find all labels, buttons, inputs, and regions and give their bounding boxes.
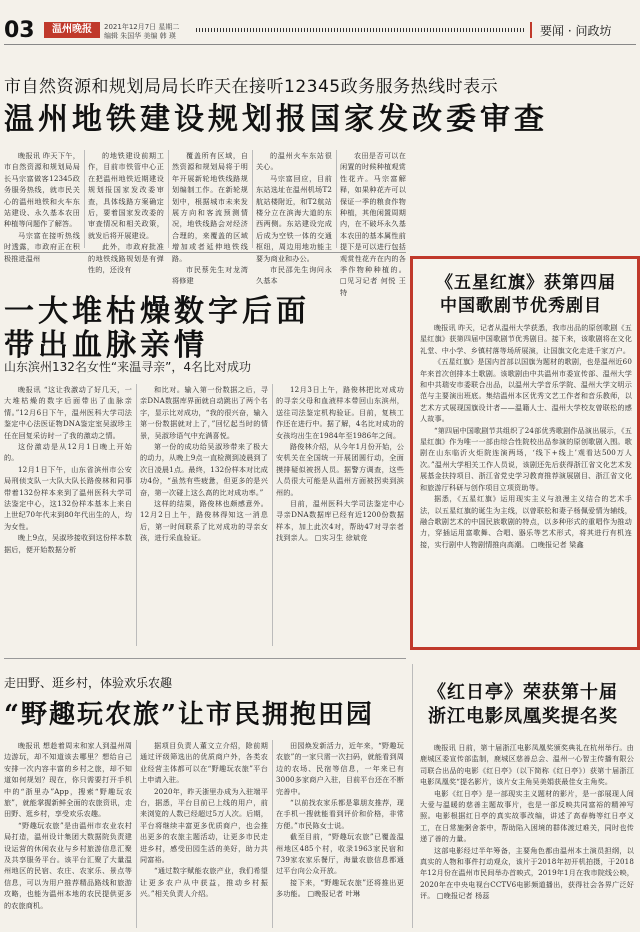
- article2-title-line2: 带出血脉亲情: [4, 328, 208, 363]
- article1-column: 农田是否可以在闲置的时候种植观赏性花卉。马宗富解释，如果种花卉可以保证一季的粮食作物种植，其他闲置周期内，在不破坏永久基本农田的基本属性前提下是可以进行包括观赏性花卉在内的各季作物种种植的。 □见习记者 何悦 王特: [340, 151, 406, 297]
- article2-subtitle: 山东滨州132名女性“来温寻亲”，4名比对成功: [4, 360, 251, 374]
- column-divider: [168, 150, 169, 248]
- article1-column: 的温州火车东站很关心。 马宗富回应，目前东站选址在温州机场T2航站楼附近，和T2航站楼分立在滨海大道的东西两侧。东站建设完成后成为空铁一体的交通枢纽，周边用地功能主要为商业和办公。 市民邵先生询问永久基本: [256, 151, 332, 286]
- article1-kicker: 市自然资源和规划局局长昨天在接听12345政务服务热线时表示: [4, 77, 499, 97]
- column-divider: [272, 384, 273, 646]
- article4-column: 晚报讯 想趁着周末和家人到温州周边游玩，却不知道该去哪里？想给自己安排一次内容丰富的乡村之旅，却不知道如何规划？现在，你只需要打开手机中的“浙里办”App，搜索“野趣玩农旅”，就能掌握新鲜全面的农旅资讯，走田野、逛乡村，享受欢乐农趣。 “野趣玩农旅”是由温州市农业农村局打造，温州设计集团大数据院负责建设运营的休闲农业与乡村旅游信息汇聚及共享服务平台。该平台汇聚了大量温州地区的民宿、农庄、农家乐、景点等信息，可以为用户推荐精品路线和旅游攻略，也能为温州本地的农民提供更多的农旅商机。: [4, 741, 132, 910]
- column-divider: [272, 740, 273, 928]
- article5-title-line2: 浙江电影凤凰奖提名奖: [428, 706, 618, 727]
- issue-date: 2021年12月7日 星期二: [104, 23, 180, 31]
- article-divider: [4, 252, 406, 253]
- column-divider: [336, 150, 337, 248]
- masthead: [0, 0, 640, 42]
- article4-kicker: 走田野、逛乡村，体验欢乐农趣: [4, 676, 173, 690]
- issue-staff: 编辑 朱国华 美编 韩 瑛: [104, 32, 176, 40]
- article1-column: 晚报讯 昨天下午，市自然资源和规划局局长马宗富做客12345政务服务热线，就市民关心的温州地铁和火车东站建设、永久基本农田种植等问题作了解答。 马宗富在接听热线时透露，市政府正在积极推进温州: [4, 151, 80, 263]
- article2-column: 12月3日上午，路俊林把比对成功的寻亲父母和血液样本带回山东滨州，送往司法鉴定机构验证。目前，复核工作还在进行中。据了解，4名比对成功的女孩均出生在1984年至1986年之间。 路俊林介绍，从今年1月份开始，公安机关在全国统一开展团圆行动，全面摸排疑似被拐人员。据警方调查，这些人员很大可能是从温州方面被拐卖到滨州的。 目前，温州医科大学司法鉴定中心寻亲DNA数据库已经有近1200份数据样本，加上此次4对，帮助47对寻亲者找到亲人。 □实习生 徐斌竞: [276, 385, 404, 543]
- section-marker: [530, 22, 532, 38]
- column-divider: [84, 150, 85, 248]
- column-divider: [136, 740, 137, 928]
- article3-body: 晚报讯 昨天，记者从温州大学获悉，我市出品的原创歌剧《五星红旗》获第四届中国歌剧节优秀剧目。接下来，该歌剧将在文化礼堂、中小学、乡镇村落等场所展演，让国旗文化走进千家万户。 《五星红旗》是国内首部以国旗为题材的歌剧，也是温州近60年来首次创排本土歌剧。该歌剧由中共温州市委宣传部、温州大学和中共瑞安市委联合出品，以温州大学音乐学院、温州大学文明示范与主要演出班底。集结温州本区优秀文艺工作者和音乐教师，以艺术方式展现国旗设计者——温籍人士、温州大学校友曾联松的感人故事。 “第四届中国歌剧节共组织了24部优秀歌剧作品演出展示，《五星红旗》作为唯一一部由综合性院校出品参演的原创歌剧入围。歌剧在山东临沂火炬院连演两场，‘线下+线上’观看达500万人次。”温州大学相关工作人员说，该剧还先后获得浙江省文化艺术发展基金扶持项目、浙江省党史学习教育推荐演展剧目、浙江省文化和旅游厅科研与创作项目立项资助等。 据悉，《五星红旗》运用现实主义与浪漫主义结合的艺术手法，以五星红旗的诞生为主线，以曾联松和妻子杨佩爱情为辅线，融合歌剧艺术的中国民族歌剧的特点，以多种形式的重唱作为推动力，穿插运用富歌舞、合唱、器乐等艺术形式，将其进行有机连接，实行剧中人物剧情推向高潮。 □晚报记者 梁鑫: [420, 323, 632, 549]
- article4-column: 据项目负责人董文立介绍，除前期通过评级筛选出的优质商户外，各类农业经营主体都可以在“野趣玩农旅”平台上申请入驻。 2020年，昨天浙里办成为入驻端平台，据悉，平台目前已上线的用户，前来浏览的人数已经超过5万人次。后期，平台将继续丰富更多优质商户，也会推出更多的农旅主题活动，让更多市民走进乡村，感受田园生活的美好，助力共同富裕。 “通过数字赋能农旅产业，我们希望让更多农户从中获益，推动乡村振兴。”相关负责人介绍。: [140, 741, 268, 899]
- masthead-rule: [4, 44, 636, 45]
- article2-column: 晚报讯 “这让我激动了好几天，一大堆枯燥的数字后面带出了血脉亲情。”12月6日下午，温州医科大学司法鉴定中心法医证物DNA鉴定室吴淑珍主任在回复采访时一了我的激动之情。 这份激动是从12月1日晚上开始的。 12月1日下午，山东省滨州市公安局刑侦支队一大队大队长路俊林和同事带着132份样本来到了温州医科大学司法鉴定中心，这132份样本基本上来自上世纪70年代末到80年代出生的人，均为女性。 晚上9点，吴淑珍接收到这份样本数据后，便开始数据分析: [4, 385, 132, 554]
- column-divider: [252, 150, 253, 248]
- paper-logo: 温州晚报: [44, 22, 100, 38]
- column-divider: [136, 384, 137, 646]
- article1-column: 的地铁建设前期工作，目前市铁管中心正在把温州地铁近期建设规划报国家发改委审查，具体线路方案确定后，要着国家发改委的审查情况和相关政策，就发后将开展建设。 此外，市政府批准的地铁线路规划是有弹性的，还没有: [88, 151, 164, 275]
- article5-title-line1: 《红日亭》荣获第十届: [428, 682, 618, 703]
- article1-title: 温州地铁建设规划报国家发改委审查: [4, 102, 548, 137]
- article2-title-line1: 一大堆枯燥数字后面: [4, 294, 310, 329]
- article3-title-line1: 《五星红旗》获第四届: [436, 273, 616, 293]
- article4-column: 田园焕发新活力，近年来，“野趣玩农旅”的一家只需一次扫码，就能看到周边的农场、民宿等信息，一年来已有3000多家商户入驻，目前平台还在不断完善中。 “以前找农家乐都是靠朋友推荐，现在手机一搜就能看到评价和价格，非常方便。”市民陈女士说。 截至目前，“野趣玩农旅”已覆盖温州地区485个村，收录1963家民宿和739家农家乐餐厅，海量农旅信息都通过平台向公众开放。 接下来，“野趣玩农旅”还将推出更多功能。 □晚报记者 叶琳: [276, 741, 404, 899]
- article1-column: 覆盖所有区域，自然资源和规划局将于明年开展新轮地铁线路规划编制工作。在新轮规划中，根据城市未来发展方向和客流预测情况，地铁线路会对经济合理的，来覆盖的区域增加或者延伸地铁线路。 市民蔡先生对龙湾将修建: [172, 151, 248, 286]
- article2-column: 和比对。输入第一份数据之后，寻亲DNA数据库界面就自动跳出了两个名字，显示比对成功，“我的很兴奋，输入第一份数据就对上了，”回忆起当时的情景，吴淑珍语气中充满喜悦。 第一份的成功给吴淑珍带来了极大的动力，从晚上9点一直检测到凌晨到了次日凌晨1点。最终，132份样本对比成功4份，“虽然有些疲惫，但更多的是兴奋，第一次碰上这么高的比对成功率。” 这样的结果，路俊林也颇感意外。12月2日上午，路俊林得知这一消息后，第一时间联系了比对成功的寻亲女孩，进行采血验证。: [140, 385, 268, 543]
- column-divider: [412, 664, 413, 928]
- article5-body: 晚报讯 日前，第十届浙江电影凤凰奖颁奖典礼在杭州举行。由鹿城区委宣传部监制，鹿城区慈善总会、温州一心智主传播有限公司联合出品的电影《红日亭》（以下简称《红日亭》）获第十届浙江电影凤凰奖“提名影片，该片女主角吴美娟获最佳女主角奖。 电影《红日亭》是一部现实主义题材的影片，是一部展现人间大爱与温暖的慈善主题故事片，也是一部反映共同富裕的精神写照。电影根据红日亭的真实故事改编，讲述了高春梅等红日亭义工，在日常施粥舍茶中，帮助陷入困境的群体渡过难关，同时也传递了善的力量。 这部电影经过半年筹备，主要角色都由温州本土演员担纲，以真实的人物和事件打动观众，该片于2018年初开机拍摄，于2018年12月份在温州市民间举办首映式，2019年1月在我市院线公映，2020年在中央电视台CCTV6电影频道播出，获得社会各界广泛好评。 □晚报记者 杨蕊: [420, 743, 634, 901]
- article-divider: [4, 658, 406, 659]
- masthead-decor-bar: [196, 28, 524, 32]
- article4-title: “野趣玩农旅”让市民拥抱田园: [4, 700, 374, 730]
- article3-title-line2: 中国歌剧节优秀剧目: [440, 296, 602, 316]
- page-number: 03: [4, 18, 35, 43]
- section-name: 要闻 · 问政坊: [540, 24, 612, 38]
